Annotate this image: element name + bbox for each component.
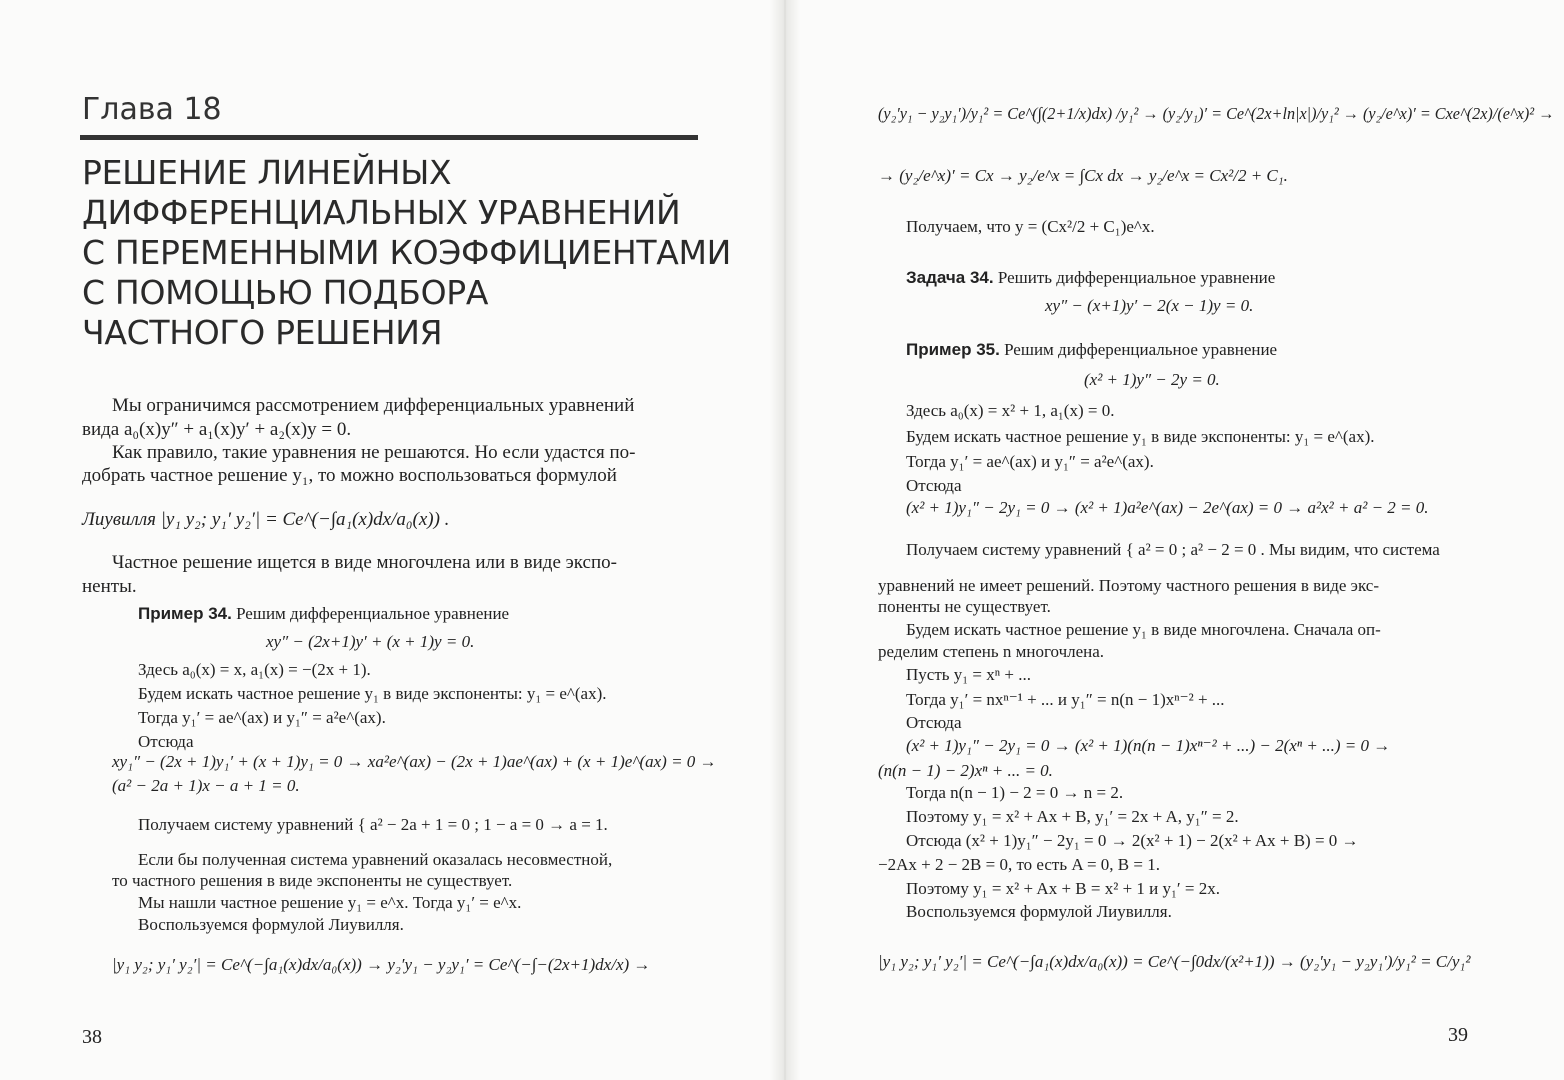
- intro-line: Мы ограничимся рассмотрением дифференциальных уравнений: [112, 395, 635, 416]
- equation: → (y₂/e^x)′ = Cx → y₂/e^x = ∫Cx dx → y₂/e^x = Cx²/2 + C₁.: [878, 166, 1288, 185]
- right-page: [800, 0, 1564, 1080]
- intro-line: ненты.: [82, 576, 137, 597]
- text-line: Тогда y₁′ = nxⁿ⁻¹ + ... и y₁″ = n(n − 1)xⁿ⁻² + ...: [906, 690, 1225, 709]
- title-line: ЧАСТНОГО РЕШЕНИЯ: [82, 313, 443, 352]
- text-line: Тогда y₁′ = ae^(ax) и y₁″ = a²e^(ax).: [138, 708, 386, 727]
- text-line: Получаем систему уравнений { a² = 0 ; a² − 2 = 0 . Мы видим, что система: [906, 540, 1440, 559]
- equation: xy″ − (x+1)y′ − 2(x − 1)y = 0.: [1045, 296, 1254, 315]
- intro-line: добрать частное решение y₁, то можно воспользоваться формулой: [82, 465, 617, 486]
- book-gutter: [770, 0, 800, 1080]
- task-heading: [906, 268, 1275, 288]
- task-text: Решить дифференциальное уравнение: [997, 268, 1276, 287]
- text-line: Будем искать частное решение y₁ в виде экспоненты: y₁ = e^(ax).: [138, 684, 607, 703]
- text-line: Воспользуемся формулой Лиувилля.: [138, 915, 404, 934]
- text-line: уравнений не имеет решений. Поэтому частного решения в виде экс-: [878, 576, 1380, 595]
- equation: (x² + 1)y″ − 2y = 0.: [1084, 370, 1220, 389]
- text-line: то частного решения в виде экспоненты не существует.: [112, 871, 513, 890]
- text-line: Отсюда: [906, 713, 962, 732]
- title-line: ДИФФЕРЕНЦИАЛЬНЫХ УРАВНЕНИЙ: [82, 193, 681, 232]
- example-label: Пример 35.: [906, 340, 1000, 359]
- chapter-rule: [80, 135, 698, 140]
- title-line: С ПОМОЩЬЮ ПОДБОРА: [82, 273, 489, 312]
- text-line: Здесь a₀(x) = x² + 1, a₁(x) = 0.: [906, 401, 1115, 420]
- intro-line: Как правило, такие уравнения не решаются. Но если удастся по-: [112, 442, 636, 463]
- chapter-heading: Глава 18: [82, 92, 222, 127]
- text-line: Здесь a₀(x) = x, a₁(x) = −(2x + 1).: [138, 660, 371, 679]
- title-line: РЕШЕНИЕ ЛИНЕЙНЫХ: [82, 153, 452, 192]
- text-line: ределим степень n многочлена.: [878, 642, 1105, 661]
- page-number: 38: [82, 1026, 102, 1048]
- text-line: Поэтому y₁ = x² + Ax + B, y₁′ = 2x + A, y₁″ = 2.: [906, 807, 1239, 826]
- equation: |y₁ y₂; y₁′ y₂′| = Ce^(−∫a₁(x)dx/a₀(x)) → y₂′y₁ − y₂y₁′ = Ce^(−∫−(2x+1)dx/x) →: [112, 955, 651, 974]
- example-heading: [906, 340, 1277, 360]
- text-line: Получаем, что y = (Cx²/2 + C₁)e^x.: [906, 217, 1155, 236]
- liouville-formula: Лиувилля |y₁ y₂; y₁′ y₂′| = Ce^(−∫a₁(x)dx/a₀(x)) .: [82, 509, 450, 530]
- equation: (x² + 1)y₁″ − 2y₁ = 0 → (x² + 1)a²e^(ax) − 2e^(ax) = 0 → a²x² + a² − 2 = 0.: [906, 498, 1429, 517]
- example-text: Решим дифференциальное уравнение: [236, 604, 510, 623]
- equation: xy₁″ − (2x + 1)y₁′ + (x + 1)y₁ = 0 → xa²e^(ax) − (2x + 1)ae^(ax) + (x + 1)e^(ax) = 0 →: [112, 752, 717, 771]
- text-line: Будем искать частное решение y₁ в виде экспоненты: y₁ = e^(ax).: [906, 427, 1375, 446]
- intro-line: вида a₀(x)y″ + a₁(x)y′ + a₂(x)y = 0.: [82, 419, 352, 440]
- equation: (x² + 1)y₁″ − 2y₁ = 0 → (x² + 1)(n(n − 1)xⁿ⁻² + ...) − 2(xⁿ + ...) = 0 →: [906, 736, 1391, 755]
- text-line: Отсюда: [138, 732, 194, 751]
- equation: (a² − 2a + 1)x − a + 1 = 0.: [112, 776, 300, 795]
- example-label: Пример 34.: [138, 604, 232, 623]
- text-line: поненты не существует.: [878, 597, 1051, 616]
- text-line: Воспользуемся формулой Лиувилля.: [906, 902, 1172, 921]
- title-line: С ПЕРЕМЕННЫМИ КОЭФФИЦИЕНТАМИ: [82, 233, 732, 272]
- text-line: Пусть y₁ = xⁿ + ...: [906, 665, 1031, 684]
- text-line: Отсюда: [906, 476, 962, 495]
- text-line: Если бы полученная система уравнений оказалась несовместной,: [138, 850, 613, 869]
- text-line: Будем искать частное решение y₁ в виде многочлена. Сначала оп-: [906, 620, 1381, 639]
- example-text: Решим дифференциальное уравнение: [1004, 340, 1278, 359]
- left-page: [0, 0, 770, 1080]
- page-number: 39: [1448, 1024, 1468, 1046]
- text-line: Получаем систему уравнений { a² − 2a + 1 = 0 ; 1 − a = 0 → a = 1.: [138, 815, 608, 834]
- text-line: −2Ax + 2 − 2B = 0, то есть A = 0, B = 1.: [878, 855, 1160, 874]
- text-line: Отсюда (x² + 1)y₁″ − 2y₁ = 0 → 2(x² + 1) − 2(x² + Ax + B) = 0 →: [906, 831, 1359, 850]
- equation: xy″ − (2x+1)y′ + (x + 1)y = 0.: [266, 632, 475, 651]
- text-line: Мы нашли частное решение y₁ = e^x. Тогда y₁′ = e^x.: [138, 893, 522, 912]
- equation: (y₂′y₁ − y₂y₁′)/y₁² = Ce^(∫(2+1/x)dx) /y₁² → (y₂/y₁)′ = Ce^(2x+ln|x|)/y₁² → (y₂/e^x)′ = Cxe^(2x)/(e^x)² →: [878, 104, 1555, 123]
- text-line: Поэтому y₁ = x² + Ax + B = x² + 1 и y₁′ = 2x.: [906, 879, 1220, 898]
- task-label: Задача 34.: [906, 268, 994, 287]
- equation: (n(n − 1) − 2)xⁿ + ... = 0.: [878, 761, 1053, 780]
- example-heading: [138, 604, 509, 624]
- text-line: Тогда n(n − 1) − 2 = 0 → n = 2.: [906, 783, 1124, 802]
- equation: |y₁ y₂; y₁′ y₂′| = Ce^(−∫a₁(x)dx/a₀(x)) = Ce^(−∫0dx/(x²+1)) → (y₂′y₁ − y₂y₁′)/y₁² = C/y₁²: [878, 952, 1471, 971]
- text-line: Тогда y₁′ = ae^(ax) и y₁″ = a²e^(ax).: [906, 452, 1154, 471]
- intro-line: Частное решение ищется в виде многочлена или в виде экспо-: [112, 552, 617, 573]
